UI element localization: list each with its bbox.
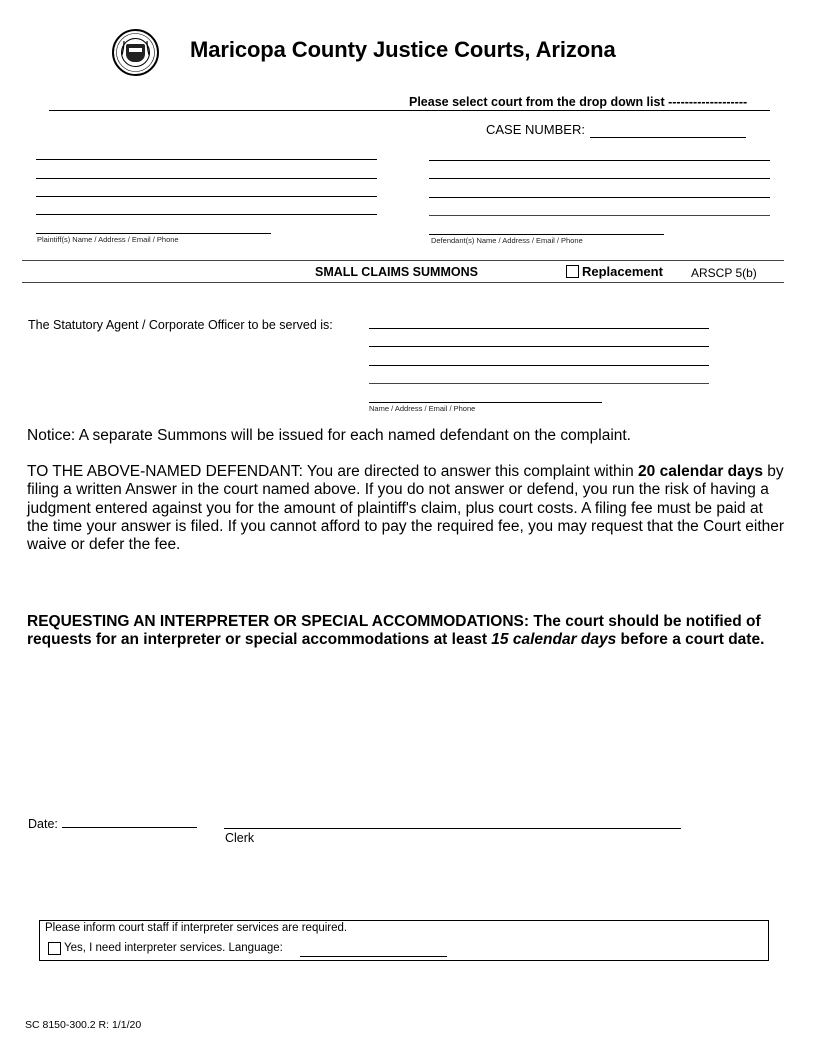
defendant-line-3[interactable]: [429, 197, 770, 198]
court-select-dropdown[interactable]: Please select court from the drop down list -------------------: [409, 95, 748, 109]
case-number-label: CASE NUMBER:: [486, 122, 585, 137]
agent-line-3[interactable]: [369, 365, 709, 366]
form-bar-top-rule: [22, 260, 784, 261]
interpreter-paragraph: [27, 613, 787, 650]
form-title: SMALL CLAIMS SUMMONS: [315, 265, 478, 279]
date-field[interactable]: [62, 827, 197, 828]
defendant-label: Defendant(s) Name / Address / Email / Phone: [431, 236, 583, 245]
interpreter-rest: before a court date.: [616, 631, 765, 649]
form-code: SC 8150-300.2 R: 1/1/20: [25, 1019, 142, 1031]
plaintiff-line-3[interactable]: [36, 196, 377, 197]
agent-line-5[interactable]: [369, 402, 602, 403]
replacement-label: Replacement: [582, 264, 663, 279]
plaintiff-line-2[interactable]: [36, 178, 377, 179]
date-label: Date:: [28, 817, 58, 831]
page-title: Maricopa County Justice Courts, Arizona: [190, 37, 616, 62]
clerk-signature-line[interactable]: [224, 828, 681, 829]
answer-deadline: 20 calendar days: [638, 463, 763, 480]
county-seal-icon: [112, 29, 159, 76]
plaintiff-line-5[interactable]: [36, 233, 271, 234]
case-number-field[interactable]: [590, 137, 746, 138]
plaintiff-line-4[interactable]: [36, 214, 377, 215]
defendant-line-4[interactable]: [429, 215, 770, 216]
notice-paragraph: Notice: A separate Summons will be issued for each named defendant on the complaint.: [27, 427, 631, 444]
interpreter-intro: REQUESTING AN INTERPRETER OR SPECIAL ACCOMMODATIONS: The court should be notified of requests for an interpreter or special accommodations at least: [27, 613, 761, 649]
plaintiff-line-1[interactable]: [36, 159, 377, 160]
interpreter-checkbox[interactable]: [48, 942, 61, 955]
defendant-line-1[interactable]: [429, 160, 770, 161]
rule-reference: ARSCP 5(b): [691, 266, 757, 280]
agent-sublabel: Name / Address / Email / Phone: [369, 404, 476, 413]
agent-line-1[interactable]: [369, 328, 709, 329]
clerk-label: Clerk: [225, 831, 255, 845]
interpreter-deadline: 15 calendar days: [491, 631, 617, 649]
agent-line-2[interactable]: [369, 346, 709, 347]
agent-line-4[interactable]: [369, 383, 709, 384]
interpreter-checkbox-label: Yes, I need interpreter services. Language:: [64, 942, 283, 954]
language-field[interactable]: [300, 956, 447, 957]
plaintiff-label: Plaintiff(s) Name / Address / Email / Phone: [37, 235, 179, 244]
statutory-agent-label: The Statutory Agent / Corporate Officer to be served is:: [28, 318, 333, 332]
answer-intro: TO THE ABOVE-NAMED DEFENDANT: You are directed to answer this complaint within: [27, 463, 639, 480]
court-select-underline: [49, 110, 770, 111]
answer-rest: by filing a written Answer in the court named above. If you do not answer or defend, you run the risk of having a judgment entered against you for the amount of plaintiff's claim, plus court costs. A filing fee must be paid at the time your answer is filed. If you cannot afford to pay the required fee, you may request that the Court either waive or defer the fee.: [27, 463, 785, 554]
form-bar-bottom-rule: [22, 282, 784, 283]
answer-paragraph: [27, 463, 787, 554]
interpreter-box-instruction: Please inform court staff if interpreter services are required.: [45, 922, 348, 934]
defendant-line-2[interactable]: [429, 178, 770, 179]
replacement-checkbox[interactable]: [566, 265, 579, 278]
defendant-line-5[interactable]: [429, 234, 664, 235]
